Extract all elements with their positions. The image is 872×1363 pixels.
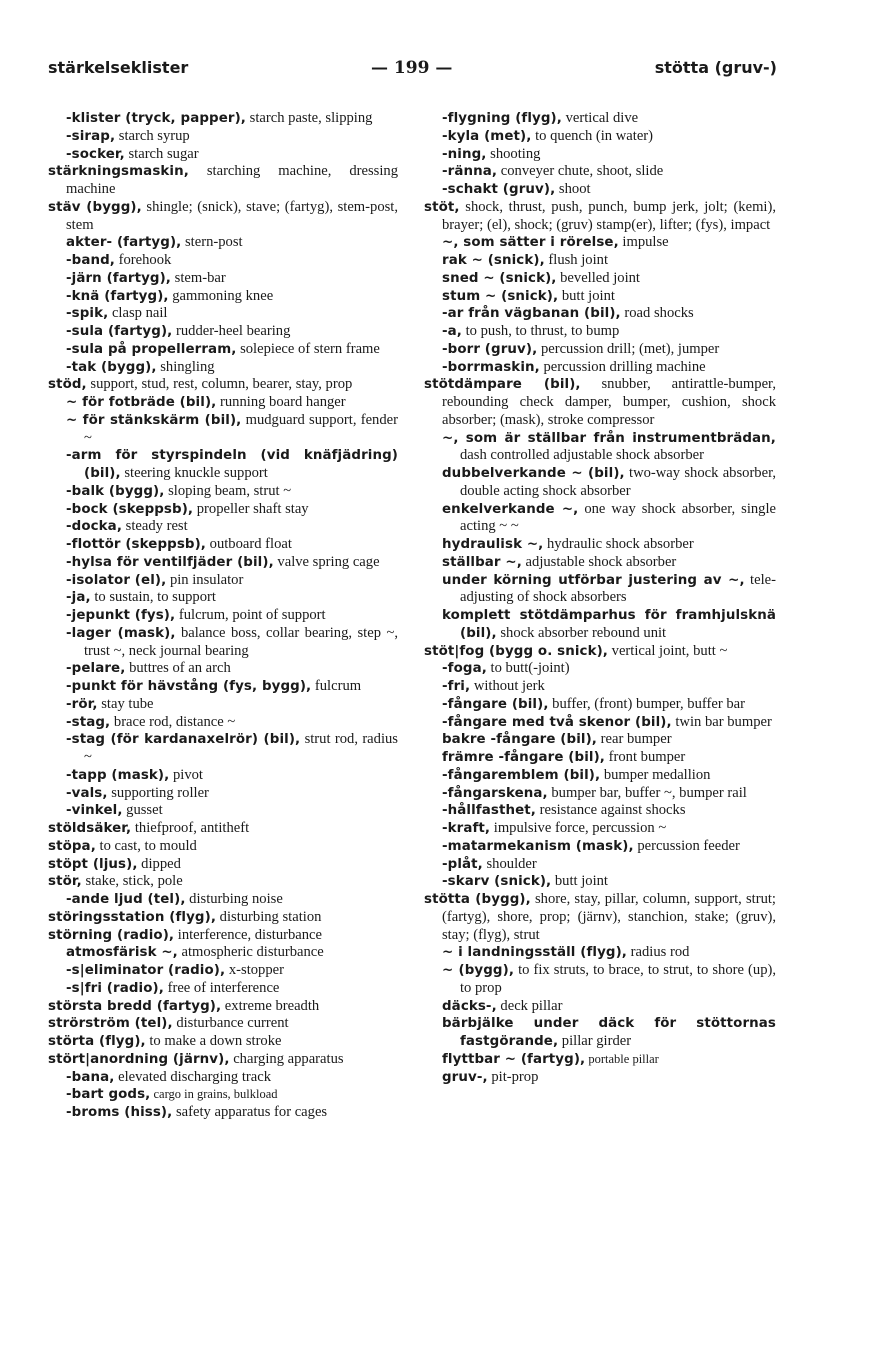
entry-headword: -fri, [442,679,471,694]
entry-headword: -foga, [442,661,487,677]
entry-translation: conveyer chute, shoot, slide [497,163,664,180]
entry-headword: -bana, [66,1069,115,1085]
dictionary-entry [48,199,398,235]
dictionary-entry [424,359,776,377]
entry-translation: starch paste, slipping [246,110,373,126]
entry-translation: snubber, antirattle-bumper, rebounding check damper, bumper, cushion, shock absorber; (mask), stroke compressor [442,376,776,428]
entry-headword: -ja, [66,590,91,606]
left-column [48,110,398,1122]
entry-headword: akter- (fartyg), [66,235,182,251]
dictionary-entry [48,305,398,323]
entry-translation: fulcrum, point of support [175,607,326,623]
entry-translation: shoot [555,181,591,197]
dictionary-entry [48,394,398,412]
dictionary-entry [48,607,398,625]
dictionary-entry [424,1069,776,1087]
entry-translation: forehook [114,252,172,268]
entry-headword: ~ i landningsställ (flyg), [442,945,627,961]
entry-translation: pit-prop [487,1068,539,1085]
entry-headword: -ande ljud (tel), [66,892,186,907]
entry-headword: -matarmekanism (mask), [442,838,634,854]
entry-headword: -tapp (mask), [66,767,170,783]
dictionary-entry [424,146,776,164]
dictionary-entry [48,1086,398,1104]
entry-headword: -fångaremblem (bil), [442,767,601,783]
entry-translation: brace rod, distance ~ [110,713,236,730]
entry-translation: without jerk [470,678,545,694]
dictionary-entry [48,110,398,128]
entry-headword: -knä (fartyg), [66,288,169,304]
entry-translation: starching machine, dressing machine [66,163,398,197]
dictionary-entry [424,678,776,696]
entry-headword: -tak (bygg), [66,359,157,375]
entry-headword: -fångare med två skenor (bil), [442,714,672,730]
entry-headword: -arm för styrspindeln (vid knäfjädring) (bil), [66,448,398,481]
dictionary-entry [48,785,398,803]
entry-translation: thiefproof, antitheft [131,820,250,836]
entry-headword: -borr (gruv), [442,341,538,357]
dictionary-entry [424,891,776,944]
dictionary-entry [48,660,398,678]
entry-translation: to make a down stroke [145,1033,282,1049]
entry-headword: -järn (fartyg), [66,270,171,286]
dictionary-entry [424,305,776,323]
dictionary-entry [48,927,398,945]
entry-headword: -broms (hiss), [66,1105,173,1120]
entry-headword: stöt|fog (bygg o. snick), [424,643,608,659]
entry-translation: dipped [137,855,181,872]
entry-headword: -ning, [442,146,487,162]
entry-translation: percussion drilling machine [539,358,706,375]
entry-headword: ~ för fotbräde (bil), [66,395,217,410]
entry-headword: ~ (bygg), [442,963,515,978]
dictionary-entry [424,820,776,838]
dictionary-entry [48,501,398,519]
dictionary-entry [48,1051,398,1069]
entry-translation: support, stud, rest, column, bearer, stay, prop [86,376,353,393]
dictionary-entry [48,767,398,785]
entry-headword: stöt, [424,199,460,215]
entry-translation: sloping beam, strut ~ [164,482,292,499]
entry-headword: stöldsäker, [48,821,132,836]
dictionary-entry [424,572,776,608]
entry-translation: hydraulic shock absorber [543,536,694,552]
dictionary-entry [424,163,776,181]
entry-headword: -schakt (gruv), [442,182,556,197]
entry-translation: to butt(-joint) [486,660,570,677]
entry-headword: ~, som sätter i rörelse, [442,235,619,251]
entry-translation: pin insulator [166,571,244,588]
entry-translation: to cast, to mould [95,837,197,854]
dictionary-entry [424,465,776,501]
entry-headword: största bredd (fartyg), [48,998,222,1014]
dictionary-entry [48,980,398,998]
dictionary-entry [424,856,776,874]
dictionary-entry [48,678,398,696]
entry-headword: stöd, [48,377,87,393]
dictionary-entry [48,714,398,732]
entry-translation: shore, stay, pillar, column, support, strut; (fartyg), shore, prop; (järnv), stanchion, stake; (gruv), stay; (flyg), strut [442,891,776,943]
entry-translation: elevated discharging track [114,1068,271,1085]
dictionary-entry [48,252,398,270]
entry-headword: stum ~ (snick), [442,288,559,304]
entry-headword: -rör, [66,696,98,712]
dictionary-entry [424,962,776,998]
entry-headword: ~, som är ställbar från instrumentbrädan, [442,430,776,446]
dictionary-entry [424,838,776,856]
entry-translation: resistance against shocks [535,802,686,819]
entry-translation: interference, disturbance [174,926,323,943]
dictionary-entry [48,731,398,767]
entry-translation: steady rest [122,518,188,535]
dictionary-entry [48,288,398,306]
entry-headword: -klister (tryck, papper), [66,111,246,126]
dictionary-entry [424,376,776,429]
dictionary-entry [48,128,398,146]
entry-headword: -borrmaskin, [442,359,540,375]
entry-headword: stöpa, [48,838,96,854]
dictionary-entry [48,625,398,661]
entry-headword: -pelare, [66,661,126,677]
entry-translation: disturbing noise [185,891,283,907]
dictionary-entry [424,660,776,678]
entry-headword: -flygning (flyg), [442,111,562,126]
entry-headword: -vinkel, [66,803,123,819]
entry-headword: -s|fri (radio), [66,980,164,996]
entry-headword: -fångarskena, [442,785,548,801]
entry-translation: gusset [122,802,163,819]
entry-translation: bevelled joint [556,269,640,286]
entry-headword: bärbjälke under däck för stöttornas fastgörande, [442,1016,776,1049]
entry-translation: impulse [618,234,669,251]
entry-headword: -hållfasthet, [442,803,536,819]
entry-headword: enkelverkande ~, [442,501,579,517]
entry-translation: free of interference [163,979,280,996]
entry-translation: buttres of an arch [125,660,231,677]
dictionary-entry [48,820,398,838]
running-head-right: stötta (gruv-) [654,58,777,77]
entry-translation: extreme breadth [221,997,320,1014]
dictionary-entry [48,234,398,252]
entry-translation: percussion feeder [633,837,740,854]
entry-translation: to push, to thrust, to bump [461,323,620,339]
entry-translation: clasp nail [108,305,168,322]
entry-headword: -stag, [66,714,111,730]
dictionary-entry [48,536,398,554]
entry-translation: pillar girder [558,1033,632,1049]
entry-headword: sned ~ (snick), [442,270,557,286]
dictionary-entry [48,1033,398,1051]
dictionary-entry [48,1015,398,1033]
entry-translation: starch syrup [115,127,190,144]
entry-headword: -vals, [66,785,108,801]
entry-headword: rak ~ (snick), [442,253,545,268]
dictionary-entry [48,1069,398,1087]
entry-translation: percussion drill; (met), jumper [537,340,720,357]
entry-translation: front bumper [604,749,686,765]
entry-headword: -lager (mask), [66,625,176,641]
dictionary-entry [424,536,776,554]
entry-translation: propeller shaft stay [193,500,309,517]
entry-headword: under körning utförbar justering av ~, [442,572,745,588]
entry-translation: tele-adjusting of shock absorbers [460,571,776,606]
dictionary-entry [424,944,776,962]
dictionary-entry [48,412,398,448]
entry-translation: buffer, (front) bumper, buffer bar [548,695,745,712]
entry-headword: stöpt (ljus), [48,856,138,872]
entry-headword: -jepunkt (fys), [66,608,176,623]
entry-headword: atmosfärisk ~, [66,945,178,961]
entry-headword: stört|anordning (järnv), [48,1051,230,1067]
entry-translation: adjustable shock absorber [521,553,677,570]
dictionary-entry [48,359,398,377]
entry-translation: disturbing station [216,908,322,925]
dictionary-entry [424,643,776,661]
dictionary-entry [424,1015,776,1051]
entry-headword: -s|eliminator (radio), [66,963,226,978]
entry-headword: -balk (bygg), [66,483,165,499]
entry-headword: -fångare (bil), [442,696,549,712]
entry-translation: charging apparatus [229,1050,344,1067]
entry-translation: disturbance current [172,1015,289,1032]
entry-translation: portable pillar [585,1051,659,1066]
dictionary-entry [48,323,398,341]
entry-translation: to fix struts, to brace, to strut, to shore (up), to prop [460,962,776,996]
entry-translation: shingling [156,358,215,375]
entry-headword: -isolator (el), [66,572,167,588]
entry-translation: supporting roller [107,784,209,801]
dictionary-entry [48,856,398,874]
entry-headword: -spik, [66,306,109,322]
entry-translation: butt joint [551,873,608,890]
entry-translation: cargo in grains, bulkload [150,1087,278,1102]
dictionary-entry [48,554,398,572]
entry-translation: running board hanger [216,394,346,410]
running-head-left: stärkelseklister [48,58,189,77]
entry-translation: dash controlled adjustable shock absorber [460,447,704,464]
entry-headword: -a, [442,324,462,339]
entry-translation: gammoning knee [168,287,274,304]
dictionary-entry [424,501,776,537]
dictionary-entry [424,785,776,803]
entry-headword: -ar från vägbanan (bil), [442,306,621,322]
entry-translation: steering knuckle support [120,465,268,481]
dictionary-entry [424,110,776,128]
dictionary-entry [424,430,776,466]
dictionary-entry [424,749,776,767]
entry-translation: shock, thrust, push, punch, bump jerk, jolt; (kemi), brayer; (el), shock; (gruv) stamp(er), lifter; (fys), impact [442,198,776,233]
dictionary-entry [424,323,776,341]
dictionary-entry [48,838,398,856]
entry-headword: -bock (skeppsb), [66,501,194,517]
entry-translation: butt joint [558,287,615,304]
entry-translation: outboard float [206,536,292,552]
entry-headword: -punkt för hävstång (fys, bygg), [66,679,312,694]
entry-translation: shingle; (snick), stave; (fartyg), stem-post, stem [66,198,398,233]
entry-headword: stötdämpare (bil), [424,377,581,393]
dictionary-entry [424,714,776,732]
dictionary-entry [48,146,398,164]
entry-headword: gruv-, [442,1069,488,1085]
entry-translation: stem-bar [171,269,226,286]
entry-headword: -ränna, [442,164,498,180]
page-number: — 199 — [371,58,453,78]
entry-headword: -kraft, [442,821,491,836]
entry-translation: twin bar bumper [671,713,772,730]
dictionary-entry [424,270,776,288]
entry-translation: rear bumper [597,731,672,748]
entry-translation: to sustain, to support [90,589,216,606]
entry-translation: shock absorber rebound unit [496,624,667,641]
dictionary-entry [48,891,398,909]
dictionary-entry [48,1104,398,1122]
dictionary-entry [424,1051,776,1069]
dictionary-entry [48,962,398,980]
entry-headword: hydraulisk ~, [442,537,544,552]
entry-translation: deck pillar [496,997,563,1014]
entry-translation: road shocks [620,305,694,322]
entry-translation: flush joint [544,252,609,268]
entry-translation: bumper bar, buffer ~, bumper rail [547,784,747,801]
entry-translation: shoulder [482,855,537,872]
entry-headword: -docka, [66,519,123,535]
entry-translation: vertical joint, butt ~ [608,642,728,659]
dictionary-entry [424,767,776,785]
entry-translation: balance boss, collar bearing, step ~, trust ~, neck journal bearing [84,624,398,659]
entry-translation: solepiece of stern frame [236,340,380,357]
entry-headword: -sula (fartyg), [66,324,173,339]
dictionary-entry [424,696,776,714]
dictionary-entry [48,998,398,1016]
entry-headword: stör, [48,874,82,890]
dictionary-entry [48,589,398,607]
entry-translation: impulsive force, percussion ~ [490,820,667,836]
dictionary-entry [424,128,776,146]
entry-translation: vertical dive [561,110,639,126]
dictionary-entry [48,341,398,359]
entry-headword: -flottör (skeppsb), [66,537,206,552]
dictionary-entry [48,483,398,501]
entry-translation: x-stopper [225,962,284,978]
entry-headword: -hylsa för ventilfjäder (bil), [66,554,274,570]
entry-translation: safety apparatus for cages [172,1104,328,1120]
entry-translation: atmospheric disturbance [177,944,324,961]
dictionary-entry [48,518,398,536]
entry-translation: to quench (in water) [531,127,654,144]
entry-translation: stern-post [181,234,243,251]
dictionary-entry [424,181,776,199]
dictionary-entry [48,909,398,927]
dictionary-entry [424,731,776,749]
dictionary-entry [48,802,398,820]
dictionary-entry [48,163,398,199]
entry-headword: stötta (bygg), [424,892,531,907]
entry-headword: främre -fångare (bil), [442,750,605,765]
entry-headword: -sula på propellerram, [66,341,237,357]
entry-translation: stay tube [97,695,154,712]
entry-headword: stäv (bygg), [48,199,142,215]
entry-translation: two-way shock absorber, double acting shock absorber [460,465,777,499]
dictionary-entry [424,234,776,252]
entry-translation: shooting [486,145,541,162]
entry-translation: fulcrum [311,678,362,694]
entry-translation: mudguard support, fender ~ [84,411,398,446]
entry-headword: komplett stötdämparhus för framhjulsknä (bil), [442,608,776,641]
entry-headword: däcks-, [442,998,497,1014]
entry-translation: stake, stick, pole [81,873,183,890]
entry-headword: störingsstation (flyg), [48,909,217,925]
entry-translation: rudder-heel bearing [172,323,291,339]
entry-headword: -sirap, [66,128,116,144]
dictionary-entry [424,252,776,270]
dictionary-entry [48,944,398,962]
entry-translation: pivot [169,766,203,783]
right-column [424,110,776,1086]
entry-headword: -socker, [66,146,125,162]
entry-headword: -plåt, [442,856,483,872]
entry-translation: valve spring cage [273,553,380,570]
entry-headword: ~ för stänkskärm (bil), [66,412,242,428]
entry-headword: -skarv (snick), [442,874,552,890]
entry-translation: bumper medallion [600,766,711,783]
dictionary-entry [424,554,776,572]
dictionary-entry [48,696,398,714]
dictionary-entry [48,572,398,590]
entry-headword: ställbar ~, [442,554,522,570]
dictionary-entry [48,270,398,288]
entry-translation: one way shock absorber, single acting ~ ~ [460,500,776,535]
dictionary-entry [424,288,776,306]
dictionary-entry [424,873,776,891]
dictionary-entry [424,607,776,643]
dictionary-entry [48,447,398,483]
entry-headword: störning (radio), [48,927,175,943]
entry-translation: radius rod [627,944,690,961]
dictionary-entry [48,873,398,891]
entry-headword: -band, [66,253,115,268]
entry-headword: -kyla (met), [442,128,532,144]
dictionary-entry [424,199,776,235]
dictionary-entry [424,802,776,820]
dictionary-entry [48,376,398,394]
entry-headword: dubbelverkande ~ (bil), [442,466,625,481]
entry-headword: stärkningsmaskin, [48,164,189,180]
page-header [48,58,777,82]
entry-translation: starch sugar [124,145,199,162]
entry-headword: -bart gods, [66,1087,151,1103]
dictionary-entry [424,341,776,359]
entry-headword: störta (flyg), [48,1034,146,1049]
entry-translation: strut rod, radius ~ [84,731,398,765]
entry-headword: flyttbar ~ (fartyg), [442,1051,586,1067]
entry-headword: strörström (tel), [48,1016,173,1032]
entry-headword: bakre -fångare (bil), [442,732,597,748]
entry-headword: -stag (för kardanaxelrör) (bil), [66,732,301,748]
dictionary-entry [424,998,776,1016]
